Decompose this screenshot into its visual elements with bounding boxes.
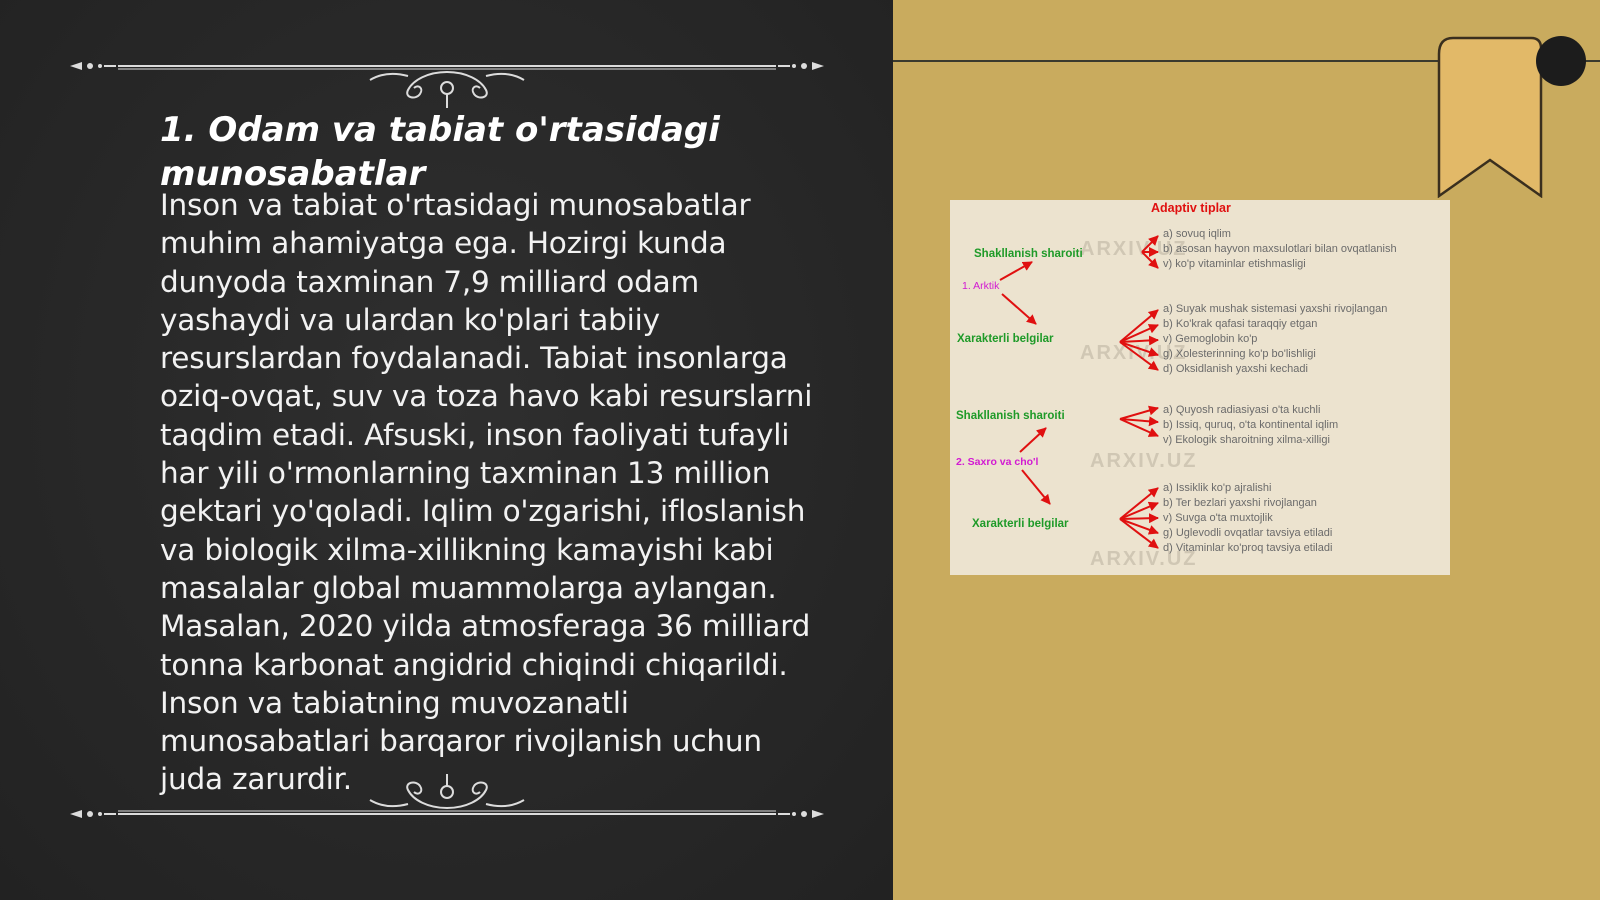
- arctic-trait-item: a) Suyak mushak sistemasi yaxshi rivojlangan: [1163, 303, 1388, 315]
- slide-title: 1. Odam va tabiat o'rtasidagi munosabatlar: [160, 110, 720, 194]
- diagram-title: Adaptiv tiplar: [1151, 201, 1231, 215]
- adaptive-types-diagram: [950, 200, 1450, 575]
- top-flourish-divider: [68, 50, 826, 110]
- desert-trait-item: d) Vitaminlar ko'proq tavsiya etiladi: [1163, 542, 1333, 554]
- arctic-traits-label: Xarakterli belgilar: [957, 333, 1054, 345]
- arctic-conditions-label: Shakllanish sharoiti: [974, 248, 1083, 260]
- arctic-trait-item: d) Oksidlanish yaxshi kechadi: [1163, 363, 1308, 375]
- desert-trait-item: b) Ter bezlari yaxshi rivojlangan: [1163, 497, 1317, 509]
- desert-condition-item: b) Issiq, quruq, o'ta kontinental iqlim: [1163, 419, 1339, 431]
- desert-traits-label: Xarakterli belgilar: [972, 518, 1069, 530]
- watermark: ARXIV.UZ: [1090, 450, 1198, 472]
- watermark: ARXIV.UZ: [1080, 238, 1188, 260]
- desert-condition-item: a) Quyosh radiasiyasi o'ta kuchli: [1163, 404, 1321, 416]
- desert-trait-item: a) Issiklik ko'p ajralishi: [1163, 482, 1272, 494]
- arctic-condition-item: a) sovuq iqlim: [1163, 228, 1231, 240]
- arctic-trait-item: g) Xolesterinning ko'p bo'lishligi: [1163, 348, 1316, 360]
- arctic-label: 1. Arktik: [962, 280, 1000, 292]
- watermark: ARXIV.UZ: [1080, 342, 1188, 364]
- arctic-condition-item: v) ko'p vitaminlar etishmasligi: [1163, 258, 1306, 270]
- ribbon-fold: [1536, 36, 1586, 86]
- desert-conditions-label: Shakllanish sharoiti: [956, 410, 1065, 422]
- arctic-trait-item: b) Ko'krak qafasi taraqqiy etgan: [1163, 318, 1318, 330]
- desert-label: 2. Saxro va cho'l: [956, 456, 1039, 468]
- arctic-condition-item: b) asosan hayvon maxsulotlari bilan ovqatlanish: [1163, 243, 1397, 255]
- slide-body-text: Inson va tabiat o'rtasidagi munosabatlar muhim ahamiyatga ega. Hozirgi kunda dunyoda taxminan 7,9 milliard odam yashaydi va ulardan ko'plari tabiiy resurslardan foydalanadi. Tabiat insonlarga oziq-ovqat, suv va toza havo kabi resurslarni taqdim etadi. Afsuski, inson faoliyati tufayli har yili o'rmonlarning taxminan 13 million gektari yo'qoladi. Iqlim o'zgarishi, ifloslanish va biologik xilma-xillikning kamayishi kabi masalalar global muammolarga aylangan. Masalan, 2020 yilda atmosferaga 36 milliard tonna karbonat angidrid chiqindi chiqarildi. Inson va tabiatning muvozanatli munosabatlari barqaror rivojlanish uchun juda zarurdir.: [160, 188, 813, 797]
- desert-condition-item: v) Ekologik sharoitning xilma-xilligi: [1163, 434, 1330, 446]
- bookmark-ribbon-icon: [1435, 36, 1545, 198]
- desert-trait-item: v) Suvga o'ta muxtojlik: [1163, 512, 1273, 524]
- arctic-trait-item: v) Gemoglobin ko'p: [1163, 333, 1258, 345]
- watermark: ARXIV.UZ: [1090, 548, 1198, 570]
- desert-trait-item: g) Uglevodli ovqatlar tavsiya etiladi: [1163, 527, 1333, 539]
